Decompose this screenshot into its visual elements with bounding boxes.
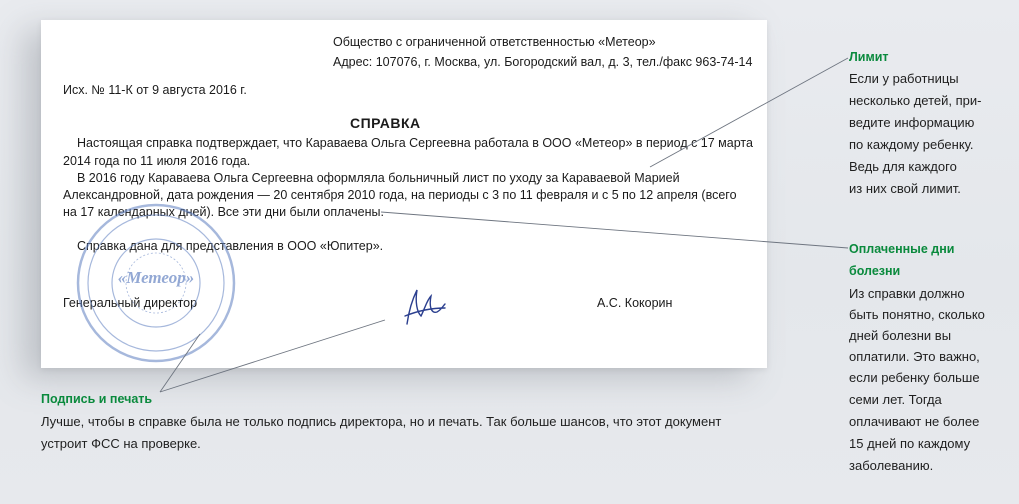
paid-days-heading: Оплаченные дни: [849, 242, 955, 256]
paid-days-heading: болезни: [849, 264, 901, 278]
document-title: СПРАВКА: [350, 115, 421, 131]
org-name: Общество с ограниченной ответственностью «Метеор»: [333, 35, 656, 49]
limit-note-line: по каждому ребенку.: [849, 137, 974, 152]
limit-note-line: Ведь для каждого: [849, 159, 957, 174]
limit-heading: Лимит: [849, 50, 889, 64]
paid-days-note-line: Из справки должно: [849, 286, 965, 301]
paid-days-note-line: оплатили. Это важно,: [849, 349, 980, 364]
signer-name: А.С. Кокорин: [597, 296, 673, 310]
limit-note-line: из них свой лимит.: [849, 181, 961, 196]
stamp-label: «Метеор»: [117, 268, 195, 287]
paid-days-note-line: 15 дней по каждому: [849, 436, 971, 451]
paid-days-note-line: заболеванию.: [849, 458, 934, 473]
body-line: 2014 года по 11 июля 2016 года.: [63, 154, 251, 168]
limit-note-line: несколько детей, при-: [849, 93, 982, 108]
signer-title: Генеральный директор: [63, 296, 198, 310]
outgoing-ref: Исх. № 11-К от 9 августа 2016 г.: [63, 83, 247, 97]
paid-days-note-line: если ребенку больше: [849, 370, 980, 385]
body-line: В 2016 году Караваева Ольга Сергеевна оформляла больничный лист по уходу за Караваевой Марией: [77, 171, 680, 185]
org-address: Адрес: 107076, г. Москва, ул. Богородский вал, д. 3, тел./факс 963-74-14: [333, 55, 753, 69]
sign-stamp-heading: Подпись и печать: [41, 392, 153, 406]
paid-days-note-line: семи лет. Тогда: [849, 392, 942, 407]
body-line: Александровной, дата рождения — 20 сентября 2010 года, на периоды с 3 по 11 февраля и с 5 по 12 апреля (всего: [63, 188, 737, 202]
body-line: на 17 календарных дней). Все эти дни были оплачены.: [63, 205, 384, 219]
sign-stamp-note-line: Лучше, чтобы в справке была не только подпись директора, но и печать. Так больше шансов, что этот документ: [41, 414, 722, 429]
purpose-line: Справка дана для представления в ООО «Юпитер».: [77, 239, 384, 253]
paid-days-note-line: оплачивают не более: [849, 414, 980, 429]
limit-note-line: ведите информацию: [849, 115, 975, 130]
paid-days-note-line: быть понятно, сколько: [849, 307, 985, 322]
sign-stamp-note-line: устроит ФСС на проверке.: [41, 436, 201, 451]
limit-note-line: Если у работницы: [849, 71, 959, 86]
body-line: Настоящая справка подтверждает, что Караваева Ольга Сергеевна работала в ООО «Метеор» в период с 17 марта: [77, 136, 753, 150]
paid-days-note-line: дней болезни вы: [849, 328, 952, 343]
